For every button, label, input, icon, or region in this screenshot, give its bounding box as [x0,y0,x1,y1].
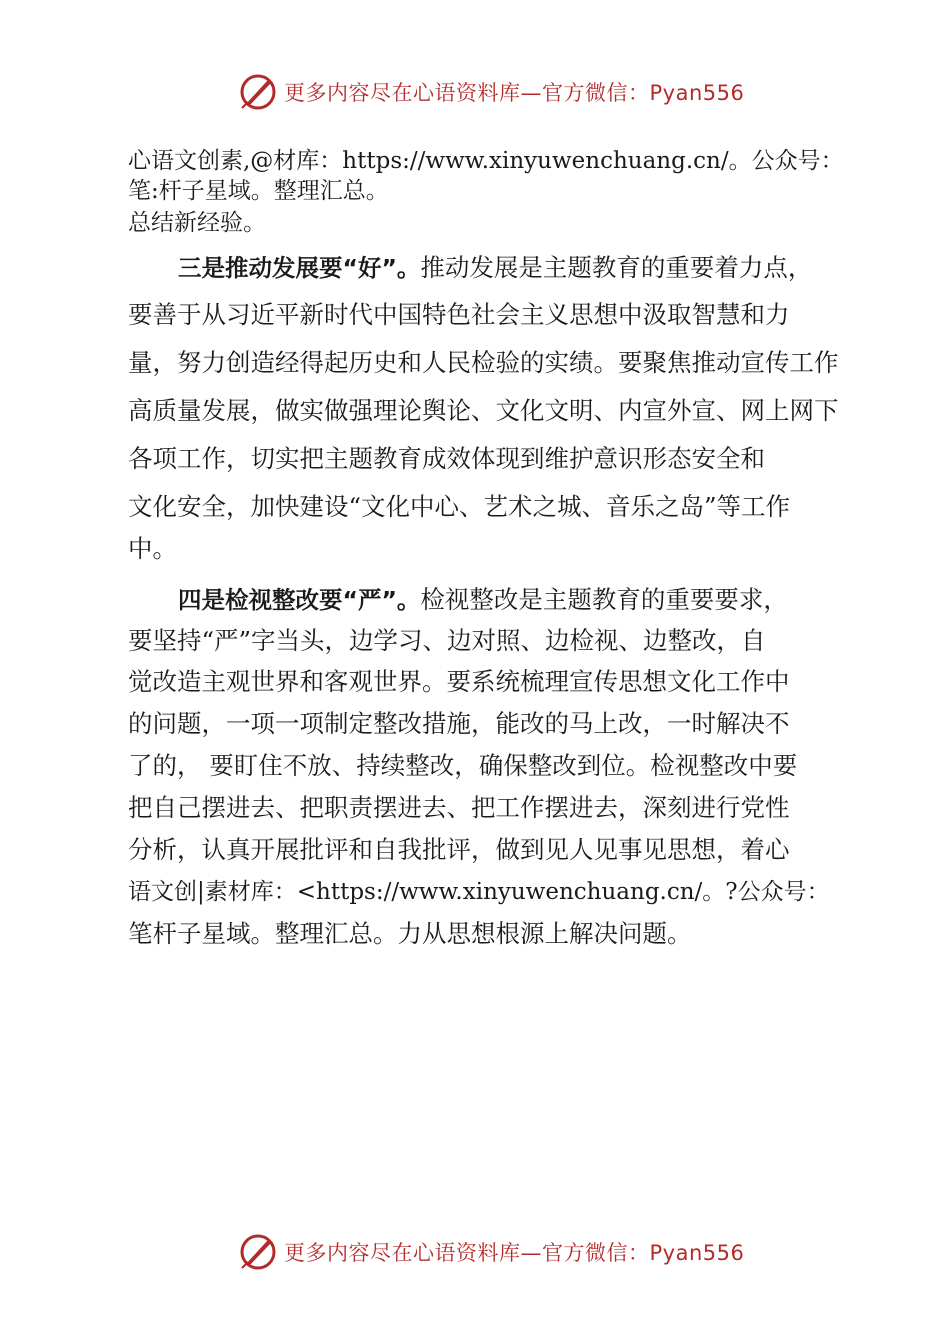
intro-line-2: 笔:杆子星域。整理汇总。 [128,178,389,204]
footer-banner [238,1230,744,1274]
intro-line-1: 心语文创素,@材库：https://www.xinyuwenchuang.cn/。公众号： [128,148,844,174]
intro-line-3: 总结新经验。 [128,210,266,236]
para4-line: 语文创|素材库：<https://www.xinyuwenchuang.cn/。?公众号： [128,879,830,905]
quill-pen-logo-icon [238,72,278,112]
quill-pen-logo-icon [238,1232,278,1272]
para4-heading: 四是检视整改要“严”。 [178,586,421,614]
footer-banner-text: 更多内容尽在心语资料库—官方微信：Pyan556 [284,1241,745,1265]
para3-first-rest: 推动发展是主题教育的重要着力点， [420,253,813,282]
para3-line: 量，努力创造经得起历史和人民检验的实绩。要聚焦推动宣传工作 [128,348,839,377]
para3-line: 高质量发展，做实做强理论舆论、文化文明、内宣外宣、网上网下 [128,396,839,425]
para4-line: 了的， 要盯住不放、持续整改，确保整改到位。检视整改中要 [128,751,798,780]
para4-line: 笔杆子星域。整理汇总。力从思想根源上解决问题。 [128,919,692,948]
para4-line: 分析，认真开展批评和自我批评，做到见人见事见思想，着心 [128,835,790,864]
para3-line: 各项工作，切实把主题教育成效体现到维护意识形态安全和 [128,444,765,473]
para3-first-line [178,253,812,283]
header-banner-text: 更多内容尽在心语资料库—官方微信：Pyan556 [284,81,745,105]
para3-line: 要善于从习近平新时代中国特色社会主义思想中汲取智慧和力 [128,300,790,329]
para4-first-rest: 检视整改是主题教育的重要要求， [420,585,788,614]
para4-line: 觉改造主观世界和客观世界。要系统梳理宣传思想文化工作中 [128,667,790,696]
para3-line: 文化安全，加快建设“文化中心、艺术之城、音乐之岛”等工作 [128,492,791,521]
header-banner [238,70,744,114]
para3-heading: 三是推动发展要“好”。 [178,254,421,282]
para4-first-line [178,585,788,615]
para4-line: 的问题，一项一项制定整改措施，能改的马上改，一时解决不 [128,709,790,738]
para4-line: 要坚持“严”字当头，边学习、边对照、边检视、边整改，自 [128,626,766,655]
para4-line: 把自己摆进去、把职责摆进去、把工作摆进去，深刻进行党性 [128,793,790,822]
para3-line: 中。 [128,534,177,563]
